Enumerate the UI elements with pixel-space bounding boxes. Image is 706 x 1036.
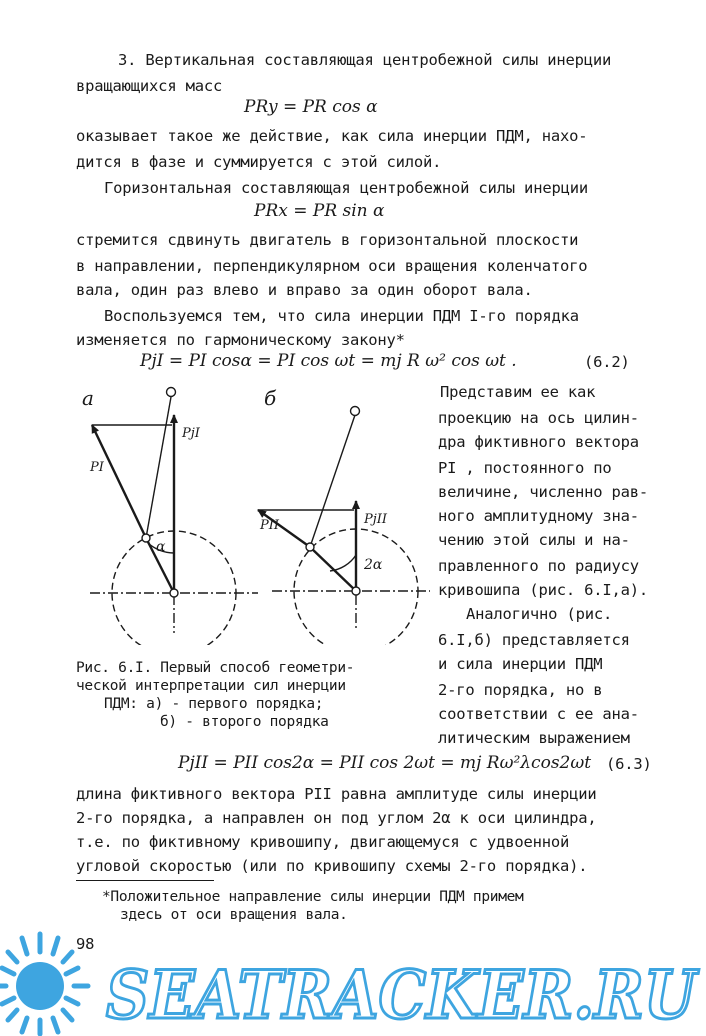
para-end-line2: 2-го порядка, а направлен он под углом 2α к оси цилиндра, — [76, 809, 597, 827]
para3-line2: вращающихся масс — [76, 77, 223, 95]
label-pj2: PjII — [364, 512, 388, 527]
crank-center-a — [170, 589, 178, 597]
para3-line4: дится в фазе и суммируется с этой силой. — [76, 153, 442, 171]
footnote-line1: *Положительное направление силы инерции ПДМ примем — [102, 889, 524, 905]
para-use-line2: изменяется по гармоническому закону* — [76, 331, 405, 349]
equation-number-6-2: (6.2) — [584, 353, 630, 371]
label-a: а — [82, 386, 94, 410]
caption-line3: ПДМ: а) - первого порядка; — [104, 696, 324, 712]
para-horiz-line2: в направлении, перпендикулярном оси вращения коленчатого — [76, 257, 588, 275]
crank-pin-b — [306, 543, 314, 551]
piston-pin-a — [167, 388, 176, 397]
right-col-line1: Представим ее как — [440, 383, 596, 401]
label-pj1: PjI — [182, 426, 200, 441]
right-col-line14: соответствии с ее ана- — [438, 705, 639, 723]
right-col-line5: величине, численно рав- — [438, 483, 649, 501]
right-col-line10: Аналогично (рис. — [466, 605, 613, 623]
para-use-line1: Воспользуемся тем, что сила инерции ПДМ I-го порядка — [104, 307, 579, 325]
para3-line3: оказывает такое же действие, как сила инерции ПДМ, нахо- — [76, 127, 588, 145]
label-alpha-a: α — [156, 539, 166, 555]
right-col-line4: PI , постоянного по — [438, 459, 612, 477]
right-col-line2: проекцию на ось цилин- — [438, 409, 639, 427]
crank-b — [310, 547, 356, 591]
caption-line2: ческой интерпретации сил инерции — [76, 678, 346, 694]
right-col-line3: дра фиктивного вектора — [438, 433, 639, 451]
crank-center-b — [352, 587, 360, 595]
formula-prx: PRx = PR sin α — [254, 201, 385, 221]
sun-logo-icon — [0, 934, 88, 1034]
label-2alpha-b: 2α — [364, 557, 383, 573]
connecting-rod-b — [310, 415, 355, 547]
right-col-line6: ного амплитудному зна- — [438, 507, 639, 525]
right-col-line9: кривошипа (рис. 6.I,а). — [438, 581, 649, 599]
crank-pin-a — [142, 534, 150, 542]
caption-line1: Рис. 6.I. Первый способ геометри- — [76, 660, 355, 676]
page-number: 98 — [76, 935, 95, 953]
label-vec-pi: PI — [90, 460, 104, 475]
para-horiz-intro: Горизонтальная составляющая центробежной силы инерции — [104, 179, 588, 197]
right-col-line8: правленного по радиусу — [438, 557, 639, 575]
para-horiz-line3: вала, один раз влево и вправо за один оборот вала. — [76, 281, 533, 299]
footnote-line2: здесь от оси вращения вала. — [120, 907, 348, 923]
watermark-text: SEATRACKER.RU — [106, 956, 700, 1034]
right-col-line15: литическим выражением — [438, 729, 630, 747]
connecting-rod-a — [146, 397, 171, 538]
para-horiz-line1: стремится сдвинуть двигатель в горизонтальной плоскости — [76, 231, 579, 249]
label-vec-pii: PII — [260, 518, 280, 533]
figure-b — [258, 407, 430, 646]
formula-6-3: PjII = PII cos2α = PII cos 2ωt = mj Rω²λcos2ωt — [178, 753, 592, 773]
formula-6-2: PjI = PI cosα = PI cos ωt = mj R ω² cos ωt . — [140, 351, 517, 371]
label-b: б — [264, 386, 277, 410]
para-end-line1: длина фиктивного вектора PII равна амплитуде силы инерции — [76, 785, 597, 803]
watermark — [0, 928, 706, 1036]
right-col-line13: 2-го порядка, но в — [438, 681, 603, 699]
formula-pry: PRy = PR cos α — [244, 97, 378, 117]
vector-pi — [92, 425, 146, 538]
figure-a — [90, 388, 258, 646]
caption-line4: б) - второго порядка — [160, 714, 329, 730]
para-end-line4: угловой скоростью (или по кривошипу схемы 2-го порядка). — [76, 857, 588, 875]
para-end-line3: т.е. по фиктивному кривошипу, двигающемуся с удвоенной — [76, 833, 570, 851]
equation-number-6-3: (6.3) — [606, 755, 652, 773]
figure-6-1 — [60, 375, 430, 645]
right-col-line11: 6.I,б) представляется — [438, 631, 630, 649]
right-col-line12: и сила инерции ПДМ — [438, 655, 603, 673]
footnote-rule — [76, 880, 214, 881]
right-col-line7: чению этой силы и на- — [438, 531, 630, 549]
piston-pin-b — [351, 407, 360, 416]
para3-line1: 3. Вертикальная составляющая центробежной силы инерции — [118, 51, 612, 69]
